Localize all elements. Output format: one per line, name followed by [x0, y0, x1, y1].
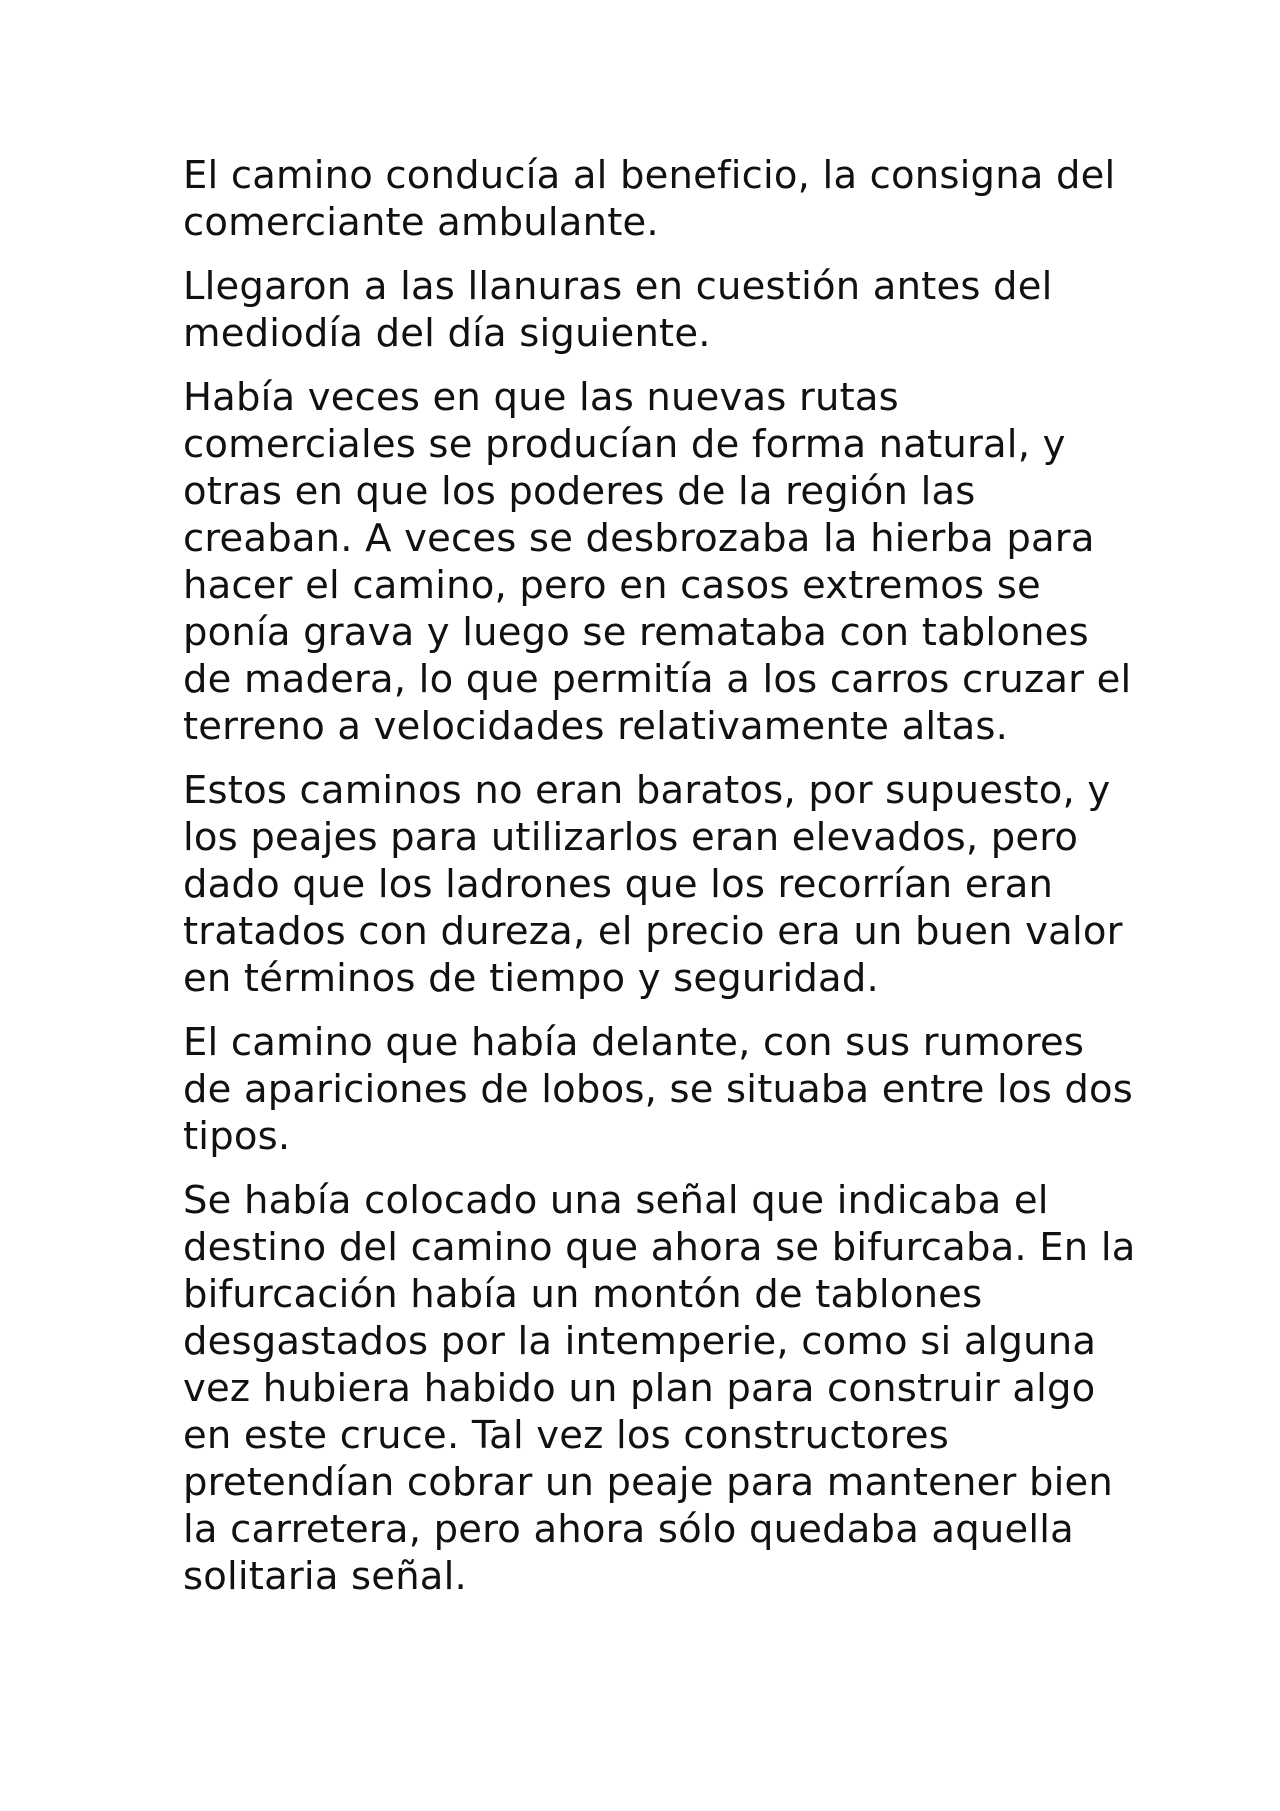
paragraph-1: El camino conducía al beneficio, la consigna del comerciante ambulante. [183, 153, 1116, 245]
paragraph-2: Llegaron a las llanuras en cuestión antes del mediodía del día siguiente. [183, 264, 1053, 356]
paragraph-5: El camino que había delante, con sus rumores de apariciones de lobos, se situaba entre los dos tipos. [183, 1020, 1134, 1159]
paragraph-4: Estos caminos no eran baratos, por supuesto, y los peajes para utilizarlos eran elevados, pero dado que los ladrones que los recorrían eran tratados con dureza, el precio era un buen valor en términos de tiempo y seguridad. [183, 768, 1123, 1001]
paragraph-6: Se había colocado una señal que indicaba el destino del camino que ahora se bifurcaba. En la bifurcación había un montón de tablones desgastados por la intemperie, como si alguna vez hubiera habido un plan para construir algo en este cruce. Tal vez los constructores pretendían cobrar un peaje para mantener bien la carretera, pero ahora sólo quedaba aquella solitaria señal. [183, 1178, 1136, 1599]
paragraph-3: Había veces en que las nuevas rutas comerciales se producían de forma natural, y otras en que los poderes de la región las creaban. A veces se desbrozaba la hierba para hacer el camino, pero en casos extremos se ponía grava y luego se remataba con tablones de madera, lo que permitía a los carros cruzar el terreno a velocidades relativamente altas. [183, 375, 1132, 749]
body-text [183, 152, 1143, 1617]
